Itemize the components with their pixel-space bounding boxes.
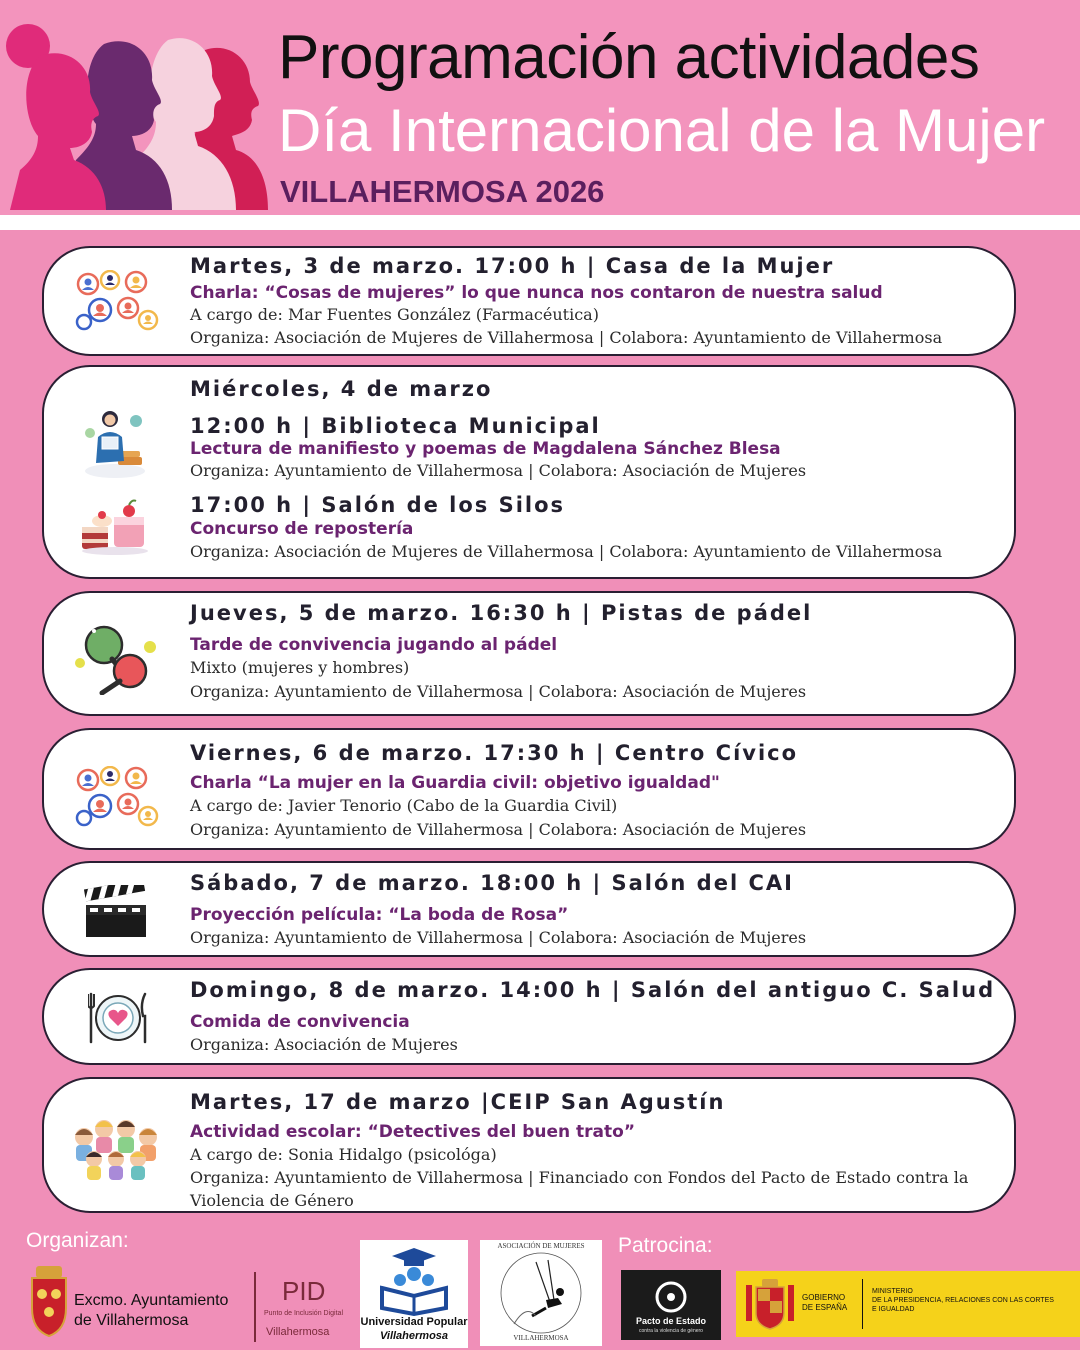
asoc-name-bottom: VILLAHERMOSA bbox=[513, 1334, 569, 1342]
event-card bbox=[42, 246, 1016, 356]
event-speaker: A cargo de: Javier Tenorio (Cabo de la Guardia Civil) bbox=[190, 796, 618, 815]
title-line-1: Programación actividades bbox=[278, 23, 980, 92]
session-activity: Lectura de manifiesto y poemas de Magdalena Sánchez Blesa bbox=[190, 439, 781, 459]
padel-rackets-icon bbox=[72, 623, 162, 695]
universidad-popular-logo bbox=[360, 1240, 468, 1348]
event-heading: Sábado, 7 de marzo. 18:00 h | Salón del CAI bbox=[190, 871, 794, 895]
women-silhouettes-icon bbox=[0, 20, 270, 210]
event-heading: Domingo, 8 de marzo. 14:00 h | Salón del antiguo C. Salud bbox=[190, 978, 996, 1002]
event-activity: Charla: “Cosas de mujeres” lo que nunca nos contaron de nuestra salud bbox=[190, 283, 883, 303]
event-card bbox=[42, 861, 1016, 957]
session-time-place: 12:00 h | Biblioteca Municipal bbox=[190, 414, 601, 438]
pid-logo bbox=[254, 1272, 354, 1342]
event-card bbox=[42, 1077, 1016, 1213]
pacto-estado-emblem-icon bbox=[654, 1280, 688, 1314]
event-activity: Comida de convivencia bbox=[190, 1012, 410, 1032]
event-activity: Actividad escolar: “Detectives del buen trato” bbox=[190, 1122, 636, 1142]
title-line-2: Día Internacional de la Mujer bbox=[278, 97, 1046, 164]
gobierno-line-2: DE ESPAÑA bbox=[802, 1303, 848, 1312]
organizan-label: Organizan: bbox=[26, 1229, 129, 1252]
event-card bbox=[42, 365, 1016, 579]
plate-heart-icon bbox=[88, 988, 148, 1048]
up-name-line-2: Villahermosa bbox=[379, 1330, 449, 1342]
event-activity: Proyección película: “La boda de Rosa” bbox=[190, 905, 569, 925]
event-card bbox=[42, 968, 1016, 1065]
cakes-icon bbox=[80, 497, 150, 557]
reading-woman-icon bbox=[82, 407, 148, 479]
graduation-book-icon bbox=[378, 1244, 450, 1316]
session-time-place: 17:00 h | Salón de los Silos bbox=[190, 493, 566, 517]
pacto-subtitle: contra la violencia de género bbox=[639, 1328, 703, 1334]
pid-subtitle: Punto de Inclusión Digital bbox=[264, 1310, 343, 1317]
event-organizer: Organiza: Asociación de Mujeres de Villahermosa | Colabora: Ayuntamiento de Villahermosa bbox=[190, 328, 943, 347]
session-activity: Concurso de repostería bbox=[190, 519, 414, 539]
event-speaker: A cargo de: Mar Fuentes González (Farmacéutica) bbox=[190, 305, 599, 324]
event-organizer: Organiza: Asociación de Mujeres bbox=[190, 1035, 458, 1054]
event-activity: Charla “La mujer en la Guardia civil: objetivo igualdad" bbox=[190, 773, 720, 793]
chat-people-icon bbox=[74, 270, 160, 332]
title-line-3: VILLAHERMOSA 2026 bbox=[280, 174, 605, 209]
session-organizer: Organiza: Asociación de Mujeres de Villahermosa | Colabora: Ayuntamiento de Villahermosa bbox=[190, 542, 943, 561]
event-activity: Tarde de convivencia jugando al pádel bbox=[190, 635, 558, 655]
event-organizer: Organiza: Ayuntamiento de Villahermosa | Colabora: Asociación de Mujeres bbox=[190, 682, 807, 701]
ministerio-line-1: MINISTERIO bbox=[872, 1288, 913, 1295]
spain-coat-of-arms-icon bbox=[744, 1277, 796, 1331]
swing-woman-icon bbox=[496, 1244, 586, 1342]
header-divider bbox=[0, 215, 1080, 230]
patrocina-label: Patrocina: bbox=[618, 1234, 713, 1257]
asociacion-mujeres-logo bbox=[480, 1240, 602, 1346]
pacto-estado-logo bbox=[621, 1270, 721, 1340]
ayuntamiento-logo bbox=[22, 1262, 254, 1338]
event-speaker: A cargo de: Sonia Hidalgo (psicológa) bbox=[190, 1145, 497, 1164]
event-card bbox=[42, 591, 1016, 716]
event-organizer: Organiza: Ayuntamiento de Villahermosa | Colabora: Asociación de Mujeres bbox=[190, 820, 807, 839]
ayto-name-line-2: de Villahermosa bbox=[74, 1312, 189, 1329]
pid-title: PID bbox=[282, 1276, 326, 1306]
ministerio-line-2: DE LA PRESIDENCIA, RELACIONES CON LAS CORTES bbox=[872, 1297, 1054, 1304]
up-name-line-1: Universidad Popular bbox=[360, 1316, 468, 1328]
event-organizer: Organiza: Ayuntamiento de Villahermosa | Colabora: Asociación de Mujeres bbox=[190, 928, 807, 947]
ministerio-line-3: E IGUALDAD bbox=[872, 1306, 915, 1313]
event-card bbox=[42, 728, 1016, 850]
ayto-name-line-1: Excmo. Ayuntamiento bbox=[74, 1292, 229, 1309]
chat-people-icon bbox=[74, 766, 160, 828]
event-heading: Martes, 17 de marzo |CEIP San Agustín bbox=[190, 1090, 726, 1114]
session-organizer: Organiza: Ayuntamiento de Villahermosa | Colabora: Asociación de Mujeres bbox=[190, 461, 807, 480]
event-heading: Viernes, 6 de marzo. 17:30 h | Centro Cívico bbox=[190, 741, 799, 765]
gov-divider bbox=[862, 1279, 863, 1329]
header bbox=[0, 0, 1080, 215]
event-heading: Martes, 3 de marzo. 17:00 h | Casa de la Mujer bbox=[190, 254, 835, 278]
clapperboard-icon bbox=[84, 885, 148, 939]
event-heading: Jueves, 5 de marzo. 16:30 h | Pistas de pádel bbox=[190, 601, 813, 625]
asoc-name-top: ASOCIACIÓN DE MUJERES bbox=[497, 1242, 585, 1250]
children-group-icon bbox=[70, 1115, 162, 1183]
event-heading: Miércoles, 4 de marzo bbox=[190, 377, 493, 401]
event-organizer-line-2: Violencia de Género bbox=[190, 1191, 354, 1210]
event-organizer-line-1: Organiza: Ayuntamiento de Villahermosa | Financiado con Fondos del Pacto de Estado contra la bbox=[190, 1168, 969, 1187]
event-detail: Mixto (mujeres y hombres) bbox=[190, 658, 410, 677]
coat-of-arms-icon bbox=[26, 1264, 72, 1338]
gobierno-espana-logo bbox=[736, 1271, 1080, 1337]
pacto-title: Pacto de Estado bbox=[635, 1316, 707, 1326]
gobierno-line-1: GOBIERNO bbox=[802, 1293, 846, 1302]
pid-town: Villahermosa bbox=[266, 1326, 330, 1338]
